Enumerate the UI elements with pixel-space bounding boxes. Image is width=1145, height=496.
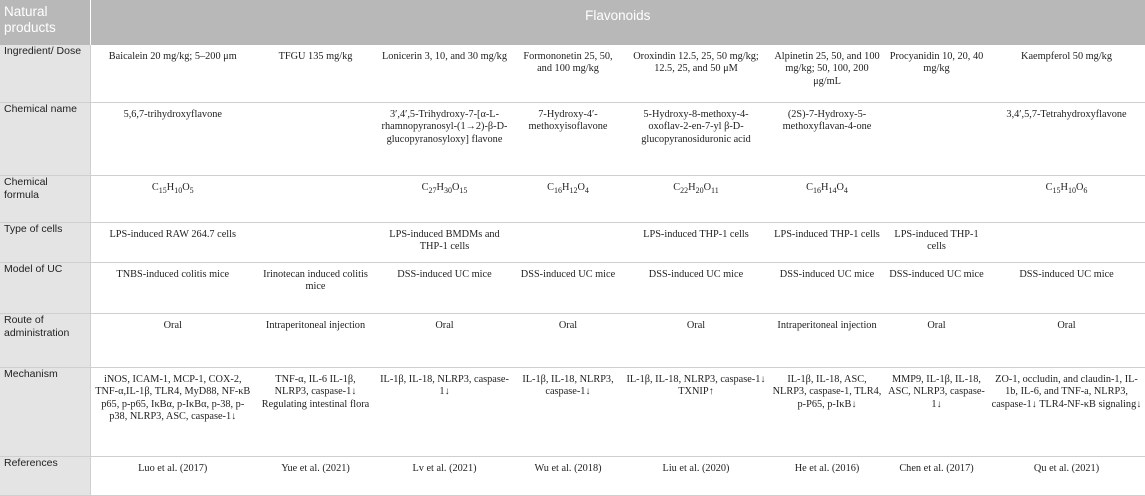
- table-cell: LPS-induced THP-1 cells: [643, 229, 749, 240]
- table-cell: Lonicerin 3, 10, and 30 mg/kg: [382, 51, 507, 62]
- table-cell: IL-1β, IL-18, NLRP3, caspase-1↓ TXNIP↑: [626, 374, 766, 398]
- table-cell: TNF-α, IL-6 IL-1β, NLRP3, caspase-1↓ Regulating intestinal flora: [261, 374, 370, 410]
- table-row: [0, 263, 1145, 314]
- table-cell: LPS-induced THP-1 cells: [774, 229, 880, 240]
- formula-cell: [885, 176, 988, 223]
- table-cell: [255, 223, 376, 263]
- table-cell: Baicalein 20 mg/kg; 5–200 μm: [108, 51, 237, 62]
- reference-cell: Qu et al. (2021): [1033, 463, 1100, 474]
- formula-cell: $C_{22}H_{20}O_{11}$: [673, 182, 719, 196]
- table-cell: LPS-induced THP-1 cells: [894, 229, 979, 253]
- table-cell: Intraperitoneal injection: [777, 320, 877, 331]
- table-cell: DSS-induced UC mice: [889, 269, 984, 280]
- reference-cell: Wu et al. (2018): [534, 463, 602, 474]
- table-cell: LPS-induced RAW 264.7 cells: [109, 229, 237, 240]
- table-cell: [988, 223, 1145, 263]
- row-label: Route of administration: [0, 314, 90, 368]
- formula-cell: $C_{15}H_{10}O_5$: [151, 182, 194, 196]
- table-cell: Oroxindin 12.5, 25, 50 mg/kg; 12.5, 25, and 50 μM: [633, 51, 759, 75]
- reference-cell: Yue et al. (2021): [281, 463, 350, 474]
- formula-cell: $C_{27}H_{30}O_{15}$: [421, 182, 468, 196]
- table-cell: [885, 103, 988, 176]
- table-row: [0, 314, 1145, 368]
- table-cell: Oral: [435, 320, 454, 331]
- reference-cell: Luo et al. (2017): [138, 463, 208, 474]
- row-label: Ingredient/ Dose: [0, 45, 90, 103]
- table-cell: Alpinetin 25, 50, and 100 mg/kg; 50, 100, 200 μg/mL: [774, 51, 880, 87]
- table-cell: ZO-1, occludin, and claudin-1, IL-1b, IL-6, and TNF-a, NLRP3, caspase-1↓ TLR4-NF-κB signaling↓: [991, 374, 1142, 410]
- formula-cell: $C_{16}H_{14}O_4$: [806, 182, 848, 196]
- row-label: Type of cells: [0, 223, 90, 263]
- table-cell: [513, 223, 623, 263]
- table-cell: IL-1β, IL-18, NLRP3, caspase-1↓: [380, 374, 509, 398]
- reference-cell: Chen et al. (2017): [899, 463, 974, 474]
- row-label: Mechanism: [0, 368, 90, 457]
- table-cell: Oral: [558, 320, 578, 331]
- natural-products-header: Natural products: [0, 0, 90, 45]
- table-cell: Oral: [686, 320, 706, 331]
- formula-cell: $C_{15}H_{10}O_6$: [1045, 182, 1088, 196]
- table-cell: DSS-induced UC mice: [648, 269, 744, 280]
- table-cell: LPS-induced BMDMs and THP-1 cells: [389, 229, 500, 253]
- table-cell: IL-1β, IL-18, NLRP3, caspase-1↓: [522, 374, 614, 398]
- table-cell: Oral: [927, 320, 946, 331]
- table-cell: DSS-induced UC mice: [520, 269, 616, 280]
- table-cell: iNOS, ICAM-1, MCP-1, COX-2, TNF-α,IL-1β, TLR4, MyD88, NF-κB p65, p-p65, IκBα, p-IκBα, p-38, p-p38, NLRP3, ASC, caspase-1↓: [95, 374, 251, 423]
- table-cell: DSS-induced UC mice: [1019, 269, 1114, 280]
- row-label: Chemical name: [0, 103, 90, 176]
- table-row: [0, 103, 1145, 176]
- table-cell: DSS-induced UC mice: [397, 269, 492, 280]
- table-cell: [255, 103, 376, 176]
- table-row: [0, 457, 1145, 496]
- table-cell: 3,4′,5,7-Tetrahydroxyflavone: [1006, 109, 1127, 120]
- table-cell: Oral: [163, 320, 182, 331]
- formula-cell: $C_{16}H_{12}O_4$: [547, 182, 589, 196]
- table-cell: Formononetin 25, 50, and 100 mg/kg: [523, 51, 613, 75]
- table-cell: DSS-induced UC mice: [779, 269, 875, 280]
- reference-cell: He et al. (2016): [794, 463, 860, 474]
- flavonoids-header: Flavonoids: [90, 0, 1145, 45]
- table-cell: (2S)-7-Hydroxy-5-methoxyflavan-4-one: [782, 109, 872, 133]
- table-row: [0, 45, 1145, 103]
- reference-cell: Lv et al. (2021): [412, 463, 477, 474]
- table-cell: Kaempferol 50 mg/kg: [1021, 51, 1112, 62]
- table-cell: MMP9, IL-1β, IL-18, ASC, NLRP3, caspase-1↓: [888, 374, 985, 410]
- table-cell: Intraperitoneal injection: [265, 320, 366, 331]
- table-cell: 5-Hydroxy-8-methoxy-4-oxoflav-2-en-7-yl β-D-glucopyranosiduronic acid: [641, 109, 751, 145]
- row-label: Chemical formula: [0, 176, 90, 223]
- row-label: Model of UC: [0, 263, 90, 314]
- table-row: [0, 176, 1145, 223]
- row-label: References: [0, 457, 90, 496]
- table-cell: TFGU 135 mg/kg: [278, 51, 353, 62]
- formula-cell: [255, 176, 376, 223]
- table-cell: Irinotecan induced colitis mice: [263, 269, 368, 293]
- table-cell: 3′,4′,5-Trihydroxy-7-[α-L-rhamnopyranosyl-(1→2)-β-D-glucopyranosyloxy] flavone: [381, 109, 508, 145]
- table-row: [0, 223, 1145, 263]
- table-cell: IL-1β, IL-18, ASC, NLRP3, caspase-1, TLR4, p-P65, p-IκB↓: [772, 374, 882, 410]
- reference-cell: Liu et al. (2020): [662, 463, 730, 474]
- table-cell: Oral: [1057, 320, 1076, 331]
- table-cell: TNBS-induced colitis mice: [116, 269, 230, 280]
- table-cell: 7-Hydroxy-4′-methoxyisoflavone: [528, 109, 608, 133]
- table-row: [0, 368, 1145, 457]
- table-cell: 5,6,7-trihydroxyflavone: [123, 109, 222, 120]
- table-cell: Procyanidin 10, 20, 40 mg/kg: [889, 51, 984, 75]
